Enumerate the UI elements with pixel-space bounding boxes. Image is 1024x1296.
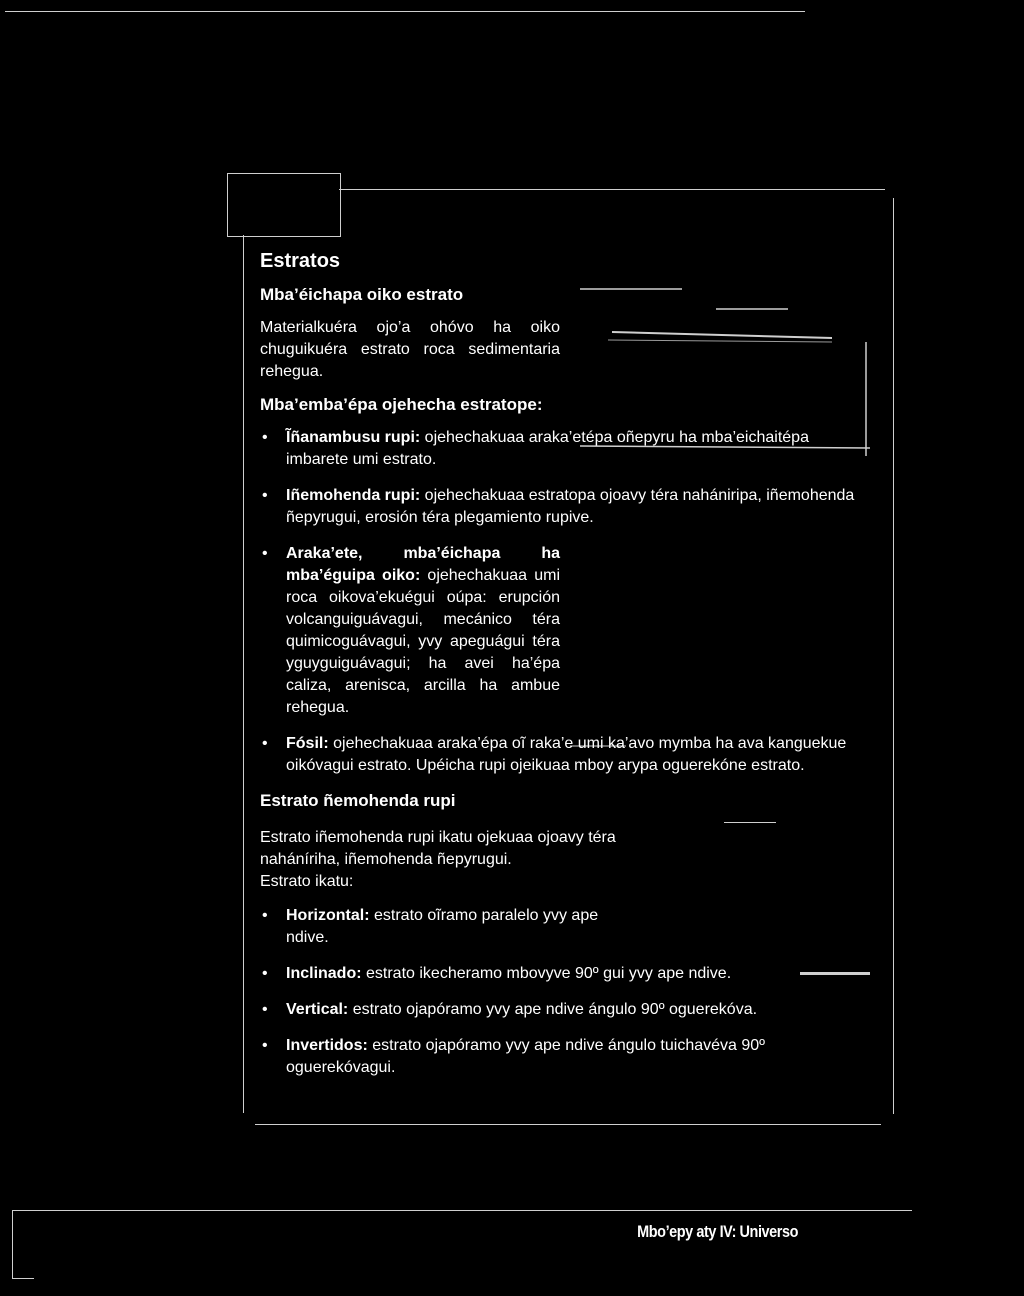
- list-item-text: estrato ojapóramo yvy ape ndive ángulo 90º oguerekóva.: [348, 1001, 758, 1018]
- subheading-formation: Mba’éichapa oiko estrato: [260, 285, 464, 304]
- list-item-term: Fósil:: [286, 735, 329, 752]
- list-item-term: Araka’ete, mba’éichapa ha mba’éguipa oiko:: [286, 545, 560, 584]
- list-item-text: estrato ikecheramo mbovyve 90º gui yvy ape ndive.: [361, 965, 732, 982]
- list-item: [260, 485, 872, 529]
- list-item-term: Iñemohenda rupi:: [286, 487, 421, 504]
- panel-top-rule: [339, 189, 885, 190]
- types-list: [260, 905, 872, 1079]
- list-item-text: estrato ojapóramo yvy ape ndive ángulo tuichavéva 90º oguerekóvagui.: [286, 1037, 765, 1076]
- list-item-term: Invertidos:: [286, 1037, 368, 1054]
- list-item-term: Inclinado:: [286, 965, 362, 982]
- list-item: [260, 543, 872, 719]
- list-item-text: ojehechakuaa umi roca oikova’ekuégui oúpa: erupción volcanguiguávagui, mecánico téra quimicoguávagui, yvy apeguágui téra yguyguiguávagui; ha avei ha’épa caliza, arenisca, arcilla ha ambue rehegua.: [286, 567, 560, 716]
- list-item: [260, 963, 872, 985]
- content-area: [260, 250, 872, 1093]
- panel-right-rule: [893, 198, 894, 1114]
- panel-bottom-rule: [255, 1124, 881, 1125]
- list-item: [260, 733, 872, 777]
- list-item: [260, 999, 872, 1021]
- paragraph-types-intro: Estrato ikatu:: [260, 873, 354, 890]
- list-item: [260, 1035, 872, 1079]
- top-rule: [5, 11, 805, 12]
- observations-list: [260, 427, 872, 777]
- list-item-term: Vertical:: [286, 1001, 349, 1018]
- list-item-text: ojehechakuaa araka’etépa oñepyru ha mba’eichaitépa imbarete umi estrato.: [286, 429, 809, 468]
- list-item-text: estrato oĩramo paralelo yvy ape ndive.: [286, 907, 599, 946]
- subheading-arrangement: Estrato ñemohenda rupi: [260, 791, 456, 810]
- list-item: [260, 427, 872, 471]
- footer-bottom-rule: [12, 1278, 34, 1279]
- section-title: Estratos: [260, 250, 341, 272]
- panel-left-rule: [243, 235, 244, 1113]
- list-item-term: Ĩñanambusu rupi:: [286, 429, 421, 446]
- paragraph-formation: Materialkuéra ojo’a ohóvo ha oiko chuguikuéra estrato roca sedimentaria rehegua.: [260, 319, 560, 380]
- list-item-text: ojehechakuaa araka’épa oĩ raka’e umi ka’avo mymba ha ava kanguekue oikóvagui estrato. Upéicha rupi ojeikuaa mboy arypa oguerekóne estrato.: [286, 735, 847, 774]
- footer-label: Mbo’epy aty IV: Universo: [637, 1222, 798, 1241]
- footer-left-rule: [12, 1210, 13, 1278]
- subheading-observations: Mba’emba’épa ojehecha estratope:: [260, 395, 543, 414]
- list-item-text: ojehechakuaa estratopa ojoavy téra nahániripa, iñemohenda ñepyrugui, erosión téra plegamiento rupive.: [286, 487, 855, 526]
- panel-tab-box: [227, 173, 341, 237]
- list-item: [260, 905, 872, 949]
- list-item-term: Horizontal:: [286, 907, 370, 924]
- paragraph-arrangement: Estrato iñemohenda rupi ikatu ojekuaa ojoavy téra naháníriha, iñemohenda ñepyrugui.: [260, 829, 616, 868]
- footer-top-rule: [12, 1210, 912, 1211]
